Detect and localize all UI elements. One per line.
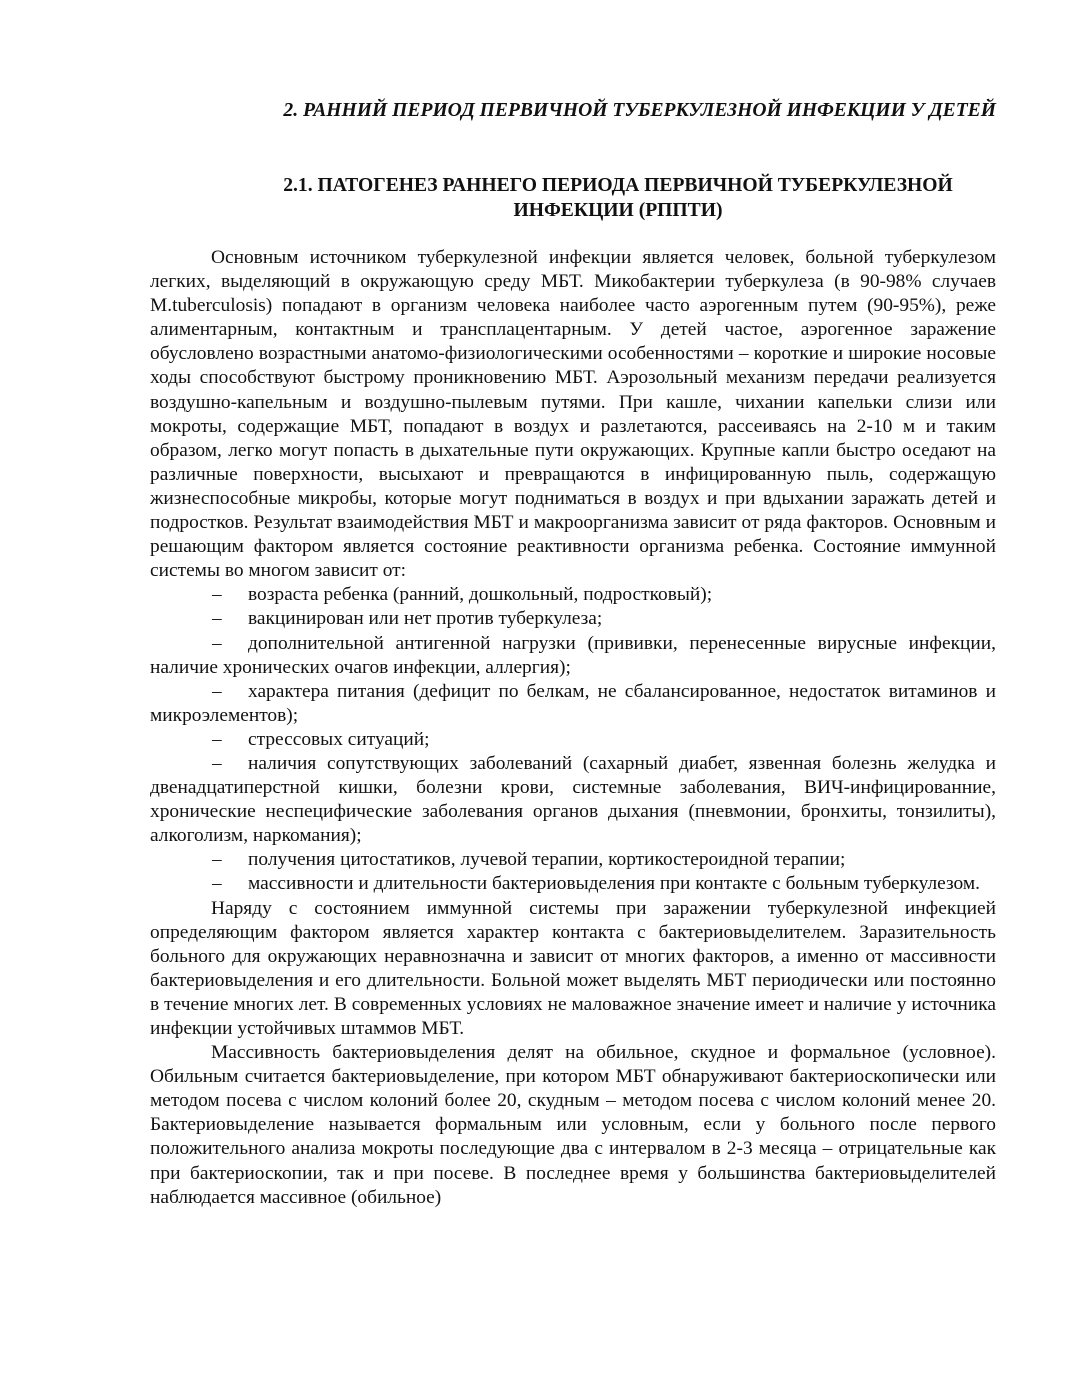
dash-marker: –: [212, 608, 222, 630]
dash-marker: –: [212, 680, 222, 702]
list-item: [150, 848, 996, 872]
list-item-text: характера питания (дефицит по белкам, не сбалансированное, недостаток витаминов и микроэлементов);: [150, 680, 996, 726]
list-item: [150, 872, 996, 896]
section-title: 2.1. ПАТОГЕНЕЗ РАННЕГО ПЕРИОДА ПЕРВИЧНОЙ ТУБЕРКУЛЕЗНОЙ ИНФЕКЦИИ (РППТИ): [283, 175, 953, 221]
dash-marker: –: [212, 584, 222, 606]
chapter-title: 2. РАННИЙ ПЕРИОД ПЕРВИЧНОЙ ТУБЕРКУЛЕЗНОЙ ИНФЕКЦИИ У ДЕТЕЙ: [283, 100, 996, 121]
list-item-text: наличия сопутствующих заболеваний (сахарный диабет, язвенная болезнь желудка и двенадцатиперстной кишки, болезни крови, системные заболевания, ВИЧ-инфицированние, хронические неспецифические заболевания органов дыхания (пневмонии, бронхиты, тонзилиты), алкоголизм, наркомания);: [150, 752, 996, 847]
dash-marker: –: [212, 728, 222, 750]
list-item-text: возраста ребенка (ранний, дошкольный, подростковый);: [248, 584, 713, 606]
dash-marker: –: [212, 752, 222, 774]
dash-marker: –: [212, 632, 222, 654]
dash-marker: –: [212, 873, 222, 895]
list-item-text: получения цитостатиков, лучевой терапии, кортикостероидной терапии;: [248, 849, 846, 871]
dash-marker: –: [212, 849, 222, 871]
list-item-text: стрессовых ситуаций;: [248, 728, 430, 750]
list-item-text: дополнительной антигенной нагрузки (прививки, перенесенные вирусные инфекции, наличие хронических очагов инфекции, аллергия);: [150, 632, 996, 678]
list-item: [150, 583, 996, 607]
list-item-text: вакцинирован или нет против туберкулеза;: [248, 608, 603, 630]
list-item: [150, 728, 996, 752]
list-item: [150, 632, 996, 680]
paragraph: Основным источником туберкулезной инфекции является человек, больной туберкулезом легких, выделяющий в окружающую среду МБТ. Микобактерии туберкулеза (в 90-98% случаев M.tuberculosis) попадают в организм человека наиболее часто аэрогенным путем (90-95%), реже алиментарным, контактным и трансплацентарным. У детей частое, аэрогенное заражение обусловлено возрастными анатомо-физиологическими особенностями – короткие и широкие носовые ходы способствуют быстрому проникновению МБТ. Аэрозольный механизм передачи реализуется воздушно-капельным и воздушно-пылевым путями. При кашле, чихании капельки слизи или мокроты, содержащие МБТ, попадают в воздух и разлетаются, рассеиваясь на 2-10 м и таким образом, легко могут попасть в дыхательные пути окружающих. Крупные капли быстро оседают на различные поверхности, высыхают и превращаются в инфицированную пыль, содержащую жизнеспособные микробы, которые могут подниматься в воздух и при вдыхании заражать детей и подростков. Результат взаимодействия МБТ и макроорганизма зависит от ряда факторов. Основным и решающим фактором является состояние реактивности организма ребенка. Состояние иммунной системы во многом зависит от:: [150, 247, 996, 582]
paragraph: Массивность бактериовыделения делят на обильное, скудное и формальное (условное). Обильным считается бактериовыделение, при котором МБТ обнаруживают бактериоскопически или методом посева с числом колоний более 20, скудным – методом посева с числом колоний менее 20. Бактериовыделение называется формальным или условным, если у больного после первого положительного анализа мокроты последующие два с интервалом в 2-3 месяца – отрицательные как при бактериоскопии, так и при посеве. В последнее время у большинства бактериовыделителей наблюдается массивное (обильное): [150, 1042, 996, 1208]
paragraph: Наряду с состоянием иммунной системы при заражении туберкулезной инфекцией определяющим фактором является характер контакта с бактериовыделителем. Заразительность больного для окружающих неравнозначна и зависит от многих факторов, а именно от массивности бактериовыделения и его длительности. Больной может выделять МБТ периодически или постоянно в течение многих лет. В современных условиях не маловажное значение имеет и наличие у источника инфекции устойчивых штаммов МБТ.: [150, 897, 996, 1039]
list-item: [150, 680, 996, 728]
list-item-text: массивности и длительности бактериовыделения при контакте с больным туберкулезом.: [248, 873, 980, 895]
list-item: [150, 752, 996, 848]
document-body: [150, 246, 996, 1210]
list-item: [150, 607, 996, 631]
